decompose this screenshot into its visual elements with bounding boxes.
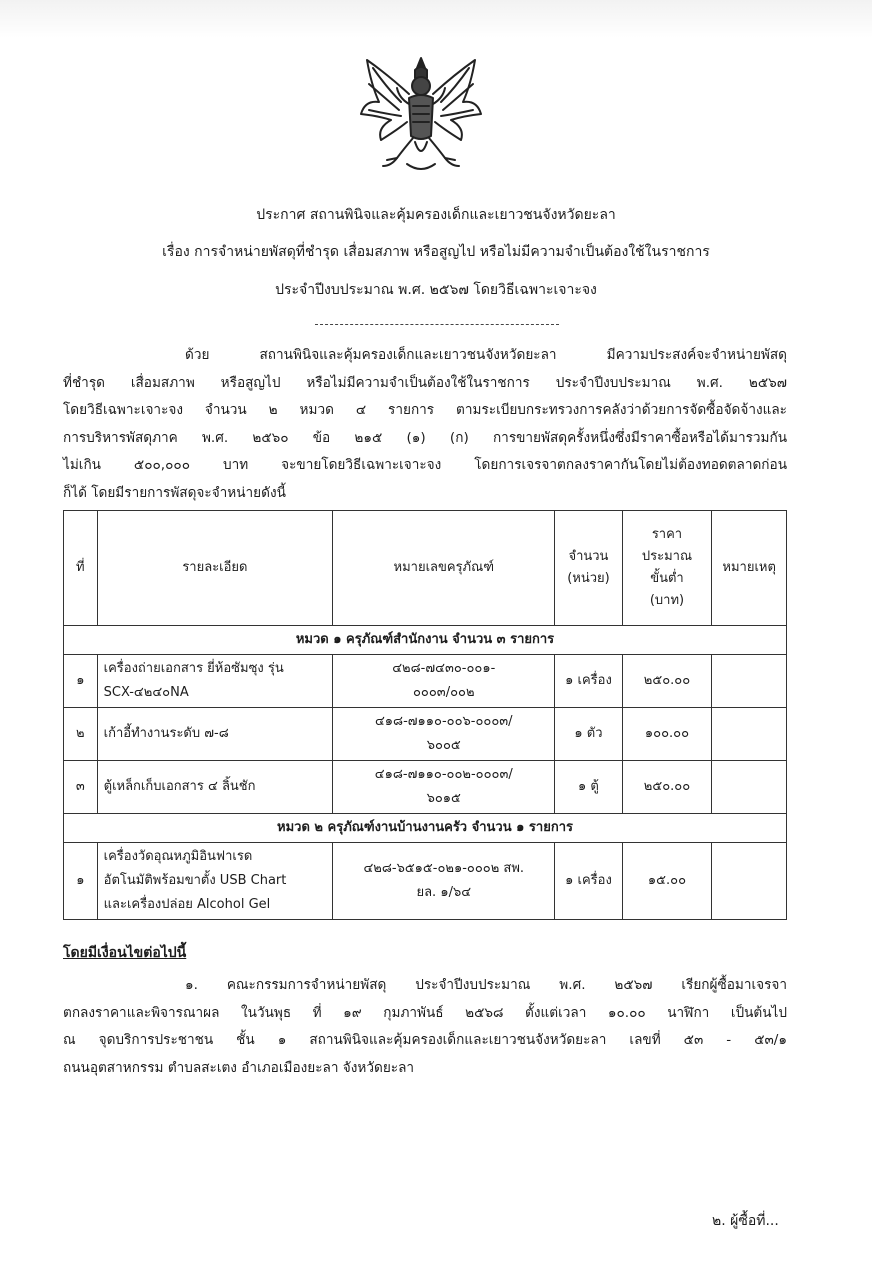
col-header-price-line: ประมาณ [641,549,693,564]
col-header-code: หมายเลขครุภัณฑ์ [333,511,555,626]
cell-code [333,843,555,920]
cell-desc [97,843,333,920]
col-header-price [622,511,712,626]
cell-code-line: ๔๑๘-๗๑๑๐-๐๐๒-๐๐๐๓/ [374,767,513,782]
col-header-qty [555,511,622,626]
cell-note [712,708,787,761]
cell-qty: ๑ ตู้ [555,761,622,814]
col-header-no: ที่ [64,511,98,626]
condition-line: ตกลงราคาและพิจารณาผล ในวันพุธ ที่ ๑๙ กุมภาพันธ์ ๒๕๖๘ ตั้งแต่เวลา ๑๐.๐๐ นาฬิกา เป็นต้นไป [63,1004,787,1021]
col-header-qty-line: จำนวน [568,549,609,564]
intro-line: ด้วย สถานพินิจและคุ้มครองเด็กและเยาวชนจังหวัดยะลา มีความประสงค์จะจำหน่ายพัสดุ [185,347,787,363]
conditions-paragraph [63,972,787,1082]
group-2-title: หมวด ๒ ครุภัณฑ์งานบ้านงานครัว จำนวน ๑ รายการ [64,814,787,843]
cell-no: ๒ [64,708,98,761]
cell-code-line: ๖๐๐๕ [426,738,461,753]
cell-code [333,761,555,814]
cell-price: ๑๕.๐๐ [622,843,712,920]
garuda-emblem-icon [357,54,485,176]
divider [315,324,559,325]
cell-price: ๒๕๐.๐๐ [622,761,712,814]
col-header-price-line: (บาท) [649,593,685,608]
intro-line: การบริหารพัสดุภาค พ.ศ. ๒๕๖๐ ข้อ ๒๑๕ (๑) (ก) การขายพัสดุครั้งหนึ่งซึ่งมีราคาซื้อหรือได้มารวมกัน [63,429,787,446]
cell-price: ๒๕๐.๐๐ [622,655,712,708]
cell-code-line: ๖๐๑๕ [426,791,461,806]
condition-line: ถนนอุตสาหกรรม ตำบลสะเตง อำเภอเมืองยะลา จังหวัดยะลา [63,1059,415,1076]
continuation-marker: ๒. ผู้ซื้อที่... [712,1213,779,1229]
cell-note [712,843,787,920]
conditions-title: โดยมีเงื่อนไขต่อไปนี้ [63,945,187,961]
group-row [64,626,787,655]
table-row [64,843,787,920]
col-header-price-line: ขั้นต่ำ [650,571,684,586]
intro-line: ไม่เกิน ๕๐๐,๐๐๐ บาท จะขายโดยวิธีเฉพาะเจาะจง โดยการเจรจาตกลงราคากันโดยไม่ต้องทอดตลาดก่อน [63,457,787,474]
cell-desc-line: เครื่องวัดอุณหภูมิอินฟาเรด [103,849,253,864]
cell-no: ๓ [64,761,98,814]
table-row [64,708,787,761]
cell-note [712,761,787,814]
cell-desc-line: SCX-๔๒๔๐NA [103,685,189,700]
table-header-row [64,511,787,626]
cell-qty: ๑ เครื่อง [555,843,622,920]
cell-note [712,655,787,708]
col-header-desc: รายละเอียด [97,511,333,626]
cell-code-line: ๔๒๘-๗๔๓๐-๐๐๑- [392,661,496,676]
cell-qty: ๑ เครื่อง [555,655,622,708]
condition-line: ณ จุดบริการประชาชน ชั้น ๑ สถานพินิจและคุ้มครองเด็กและเยาวชนจังหวัดยะลา เลขที่ ๕๓ - ๕๓/๑ [63,1032,787,1049]
intro-line: ก็ได้ โดยมีรายการพัสดุจะจำหน่ายดังนี้ [63,484,286,501]
cell-desc: ตู้เหล็กเก็บเอกสาร ๔ ลิ้นชัก [97,761,333,814]
intro-paragraph [63,342,787,508]
condition-line: ๑. คณะกรรมการจำหน่ายพัสดุ ประจำปีงบประมาณ พ.ศ. ๒๕๖๗ เรียกผู้ซื้อมาเจรจา [185,977,787,993]
cell-code [333,708,555,761]
cell-desc: เก้าอี้ทำงานระดับ ๗-๘ [97,708,333,761]
items-table [63,510,787,920]
table-row [64,655,787,708]
announcement-title: ประกาศ สถานพินิจและคุ้มครองเด็กและเยาวชนจังหวัดยะลา [256,207,616,223]
intro-line: ที่ชำรุด เสื่อมสภาพ หรือสูญไป หรือไม่มีความจำเป็นต้องใช้ในราชการ ประจำปีงบประมาณ พ.ศ. ๒๕๖๗ [63,374,787,391]
group-row [64,814,787,843]
cell-no: ๑ [64,843,98,920]
group-1-title: หมวด ๑ ครุภัณฑ์สำนักงาน จำนวน ๓ รายการ [64,626,787,655]
cell-no: ๑ [64,655,98,708]
cell-code-line: ๔๒๘-๖๕๑๕-๐๒๑-๐๐๐๒ สพ. [363,861,525,876]
scan-shadow [0,0,872,38]
cell-code [333,655,555,708]
cell-code-line: ยล. ๑/๖๔ [416,885,472,900]
subject-line: เรื่อง การจำหน่ายพัสดุที่ชำรุด เสื่อมสภาพ หรือสูญไป หรือไม่มีความจำเป็นต้องใช้ในราชการ [162,244,710,260]
cell-desc-line: เครื่องถ่ายเอกสาร ยี่ห้อซัมซุง รุ่น [103,661,284,676]
cell-desc-line: และเครื่องปล่อย Alcohol Gel [103,897,271,912]
col-header-note: หมายเหตุ [712,511,787,626]
subject-line-2: ประจำปีงบประมาณ พ.ศ. ๒๕๖๗ โดยวิธีเฉพาะเจาะจง [275,282,597,298]
cell-qty: ๑ ตัว [555,708,622,761]
cell-desc-line: อัตโนมัติพร้อมขาตั้ง USB Chart [103,873,287,888]
cell-code-line: ๐๐๐๓/๐๐๒ [413,685,475,700]
intro-line: โดยวิธีเฉพาะเจาะจง จำนวน ๒ หมวด ๔ รายการ ตามระเบียบกระทรวงการคลังว่าด้วยการจัดซื้อจัดจ้างและ [63,402,787,419]
col-header-price-line: ราคา [651,527,683,542]
col-header-qty-line: (หน่วย) [567,571,610,586]
cell-price: ๑๐๐.๐๐ [622,708,712,761]
cell-code-line: ๔๑๘-๗๑๑๐-๐๐๖-๐๐๐๓/ [374,714,513,729]
cell-desc [97,655,333,708]
table-row [64,761,787,814]
